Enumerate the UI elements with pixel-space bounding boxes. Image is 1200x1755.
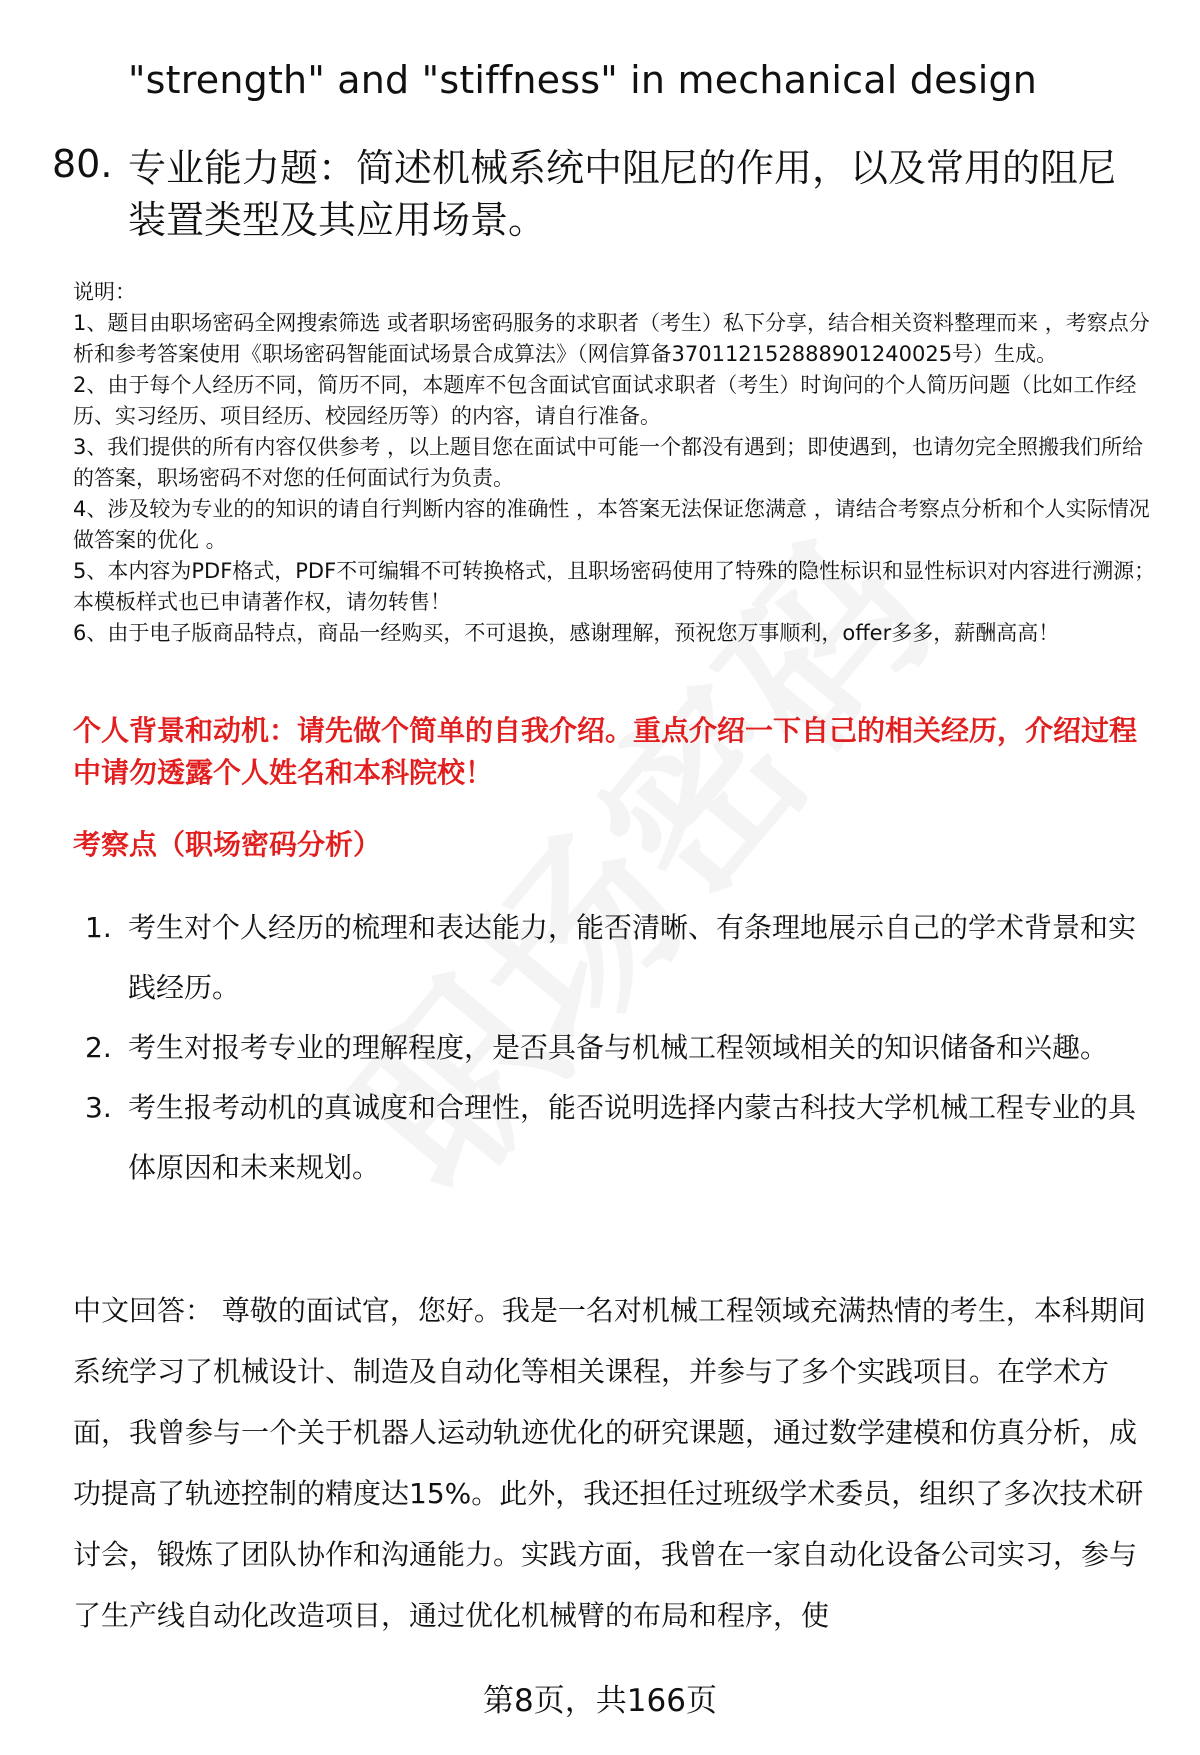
analysis-item bbox=[85, 898, 1145, 1018]
note-item: 2、由于每个人经历不同，简历不同，本题库不包含面试官面试求职者（考生）时询问的个人简历问题（比如工作经历、实习经历、项目经历、校园经历等）的内容，请自行准备。 bbox=[73, 373, 1137, 428]
answer-block bbox=[73, 1280, 1158, 1646]
page-footer: 第8页，共166页 bbox=[483, 1683, 717, 1719]
analysis-item-number: 2. bbox=[85, 1031, 112, 1064]
note-item: 1、题目由职场密码全网搜索筛选 或者职场密码服务的求职者（考生）私下分享，结合相关资料整理而来 ，考察点分析和参考答案使用《职场密码智能面试场景合成算法》（网信算备370112152888901240025号）生成。 bbox=[73, 311, 1150, 366]
notes-block bbox=[73, 277, 1158, 649]
previous-answer-tail: "strength" and "stiffness" in mechanical design bbox=[128, 58, 1038, 102]
note-item: 6、由于电子版商品特点，商品一经购买，不可退换，感谢理解，预祝您万事顺利，offer多多，薪酬高高！ bbox=[73, 621, 1060, 645]
notes-heading: 说明： bbox=[73, 280, 136, 304]
note-item: 3、我们提供的所有内容仅供参考 ，以上题目您在面试中可能一个都没有遇到；即使遇到，也请勿完全照搬我们所给的答案，职场密码不对您的任何面试行为负责。 bbox=[73, 435, 1144, 490]
analysis-item-text: 考生对报考专业的理解程度，是否具备与机械工程领域相关的知识储备和兴趣。 bbox=[128, 1031, 1109, 1064]
analysis-item-number: 3. bbox=[85, 1091, 112, 1124]
background-question: 个人背景和动机：请先做个简单的自我介绍。重点介绍一下自己的相关经历，介绍过程中请勿透露个人姓名和本科院校！ bbox=[73, 714, 1138, 789]
question-text: 专业能力题：简述机械系统中阻尼的作用，以及常用的阻尼装置类型及其应用场景。 bbox=[128, 146, 1117, 242]
question-number: 80. bbox=[52, 142, 113, 186]
analysis-list bbox=[85, 898, 1145, 1198]
analysis-item-number: 1. bbox=[85, 911, 112, 944]
note-item: 5、本内容为PDF格式，PDF不可编辑不可转换格式，且职场密码使用了特殊的隐性标识和显性标识对内容进行溯源；本模板样式也已申请著作权，请勿转售！ bbox=[73, 559, 1156, 614]
analysis-item bbox=[85, 1018, 1145, 1078]
answer-text: 尊敬的面试官，您好。我是一名对机械工程领域充满热情的考生，本科期间系统学习了机械设计、制造及自动化等相关课程，并参与了多个实践项目。在学术方面，我曾参与一个关于机器人运动轨迹优化的研究课题，通过数学建模和仿真分析，成功提高了轨迹控制的精度达15%。此外，我还担任过班级学术委员，组织了多次技术研讨会，锻炼了团队协作和沟通能力。实践方面，我曾在一家自动化设备公司实习，参与了生产线自动化改造项目，通过优化机械臂的布局和程序，使 bbox=[73, 1294, 1146, 1632]
answer-label: 中文回答： bbox=[73, 1294, 214, 1327]
analysis-item-text: 考生对个人经历的梳理和表达能力，能否清晰、有条理地展示自己的学术背景和实践经历。 bbox=[128, 911, 1137, 1004]
analysis-item bbox=[85, 1078, 1145, 1198]
note-item: 4、涉及较为专业的的知识的请自行判断内容的准确性 ，本答案无法保证您满意 ，请结合考察点分析和个人实际情况做答案的优化 。 bbox=[73, 497, 1150, 552]
analysis-item-text: 考生报考动机的真诚度和合理性，能否说明选择内蒙古科技大学机械工程专业的具体原因和未来规划。 bbox=[128, 1091, 1137, 1184]
analysis-title: 考察点（职场密码分析） bbox=[73, 828, 382, 861]
